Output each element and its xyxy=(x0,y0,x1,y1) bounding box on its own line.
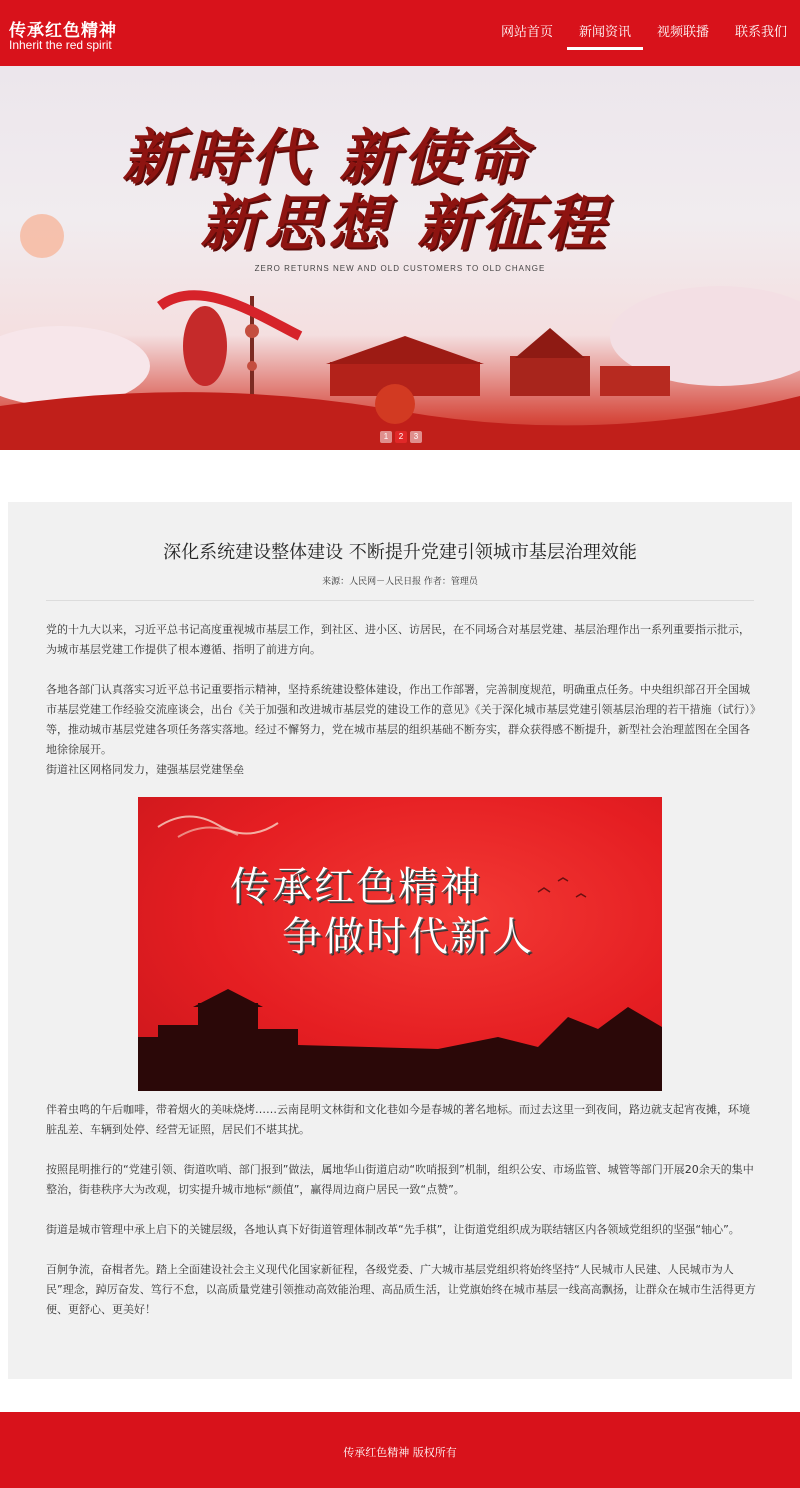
article-panel xyxy=(8,502,792,1379)
article-paragraph: 党的十九大以来，习近平总书记高度重视城市基层工作，到社区、进小区、访居民，在不同场合对基层党建、基层治理作出一系列重要指示批示，为城市基层党建工作提供了根本遵循、指明了前进方向。 xyxy=(46,623,750,656)
slide-dot-3[interactable]: 3 xyxy=(410,431,422,443)
article-paragraph: 各地各部门认真落实习近平总书记重要指示精神，坚持系统建设整体建设，作出工作部署，完善制度规范，明确重点任务。中央组织部召开全国城市基层党建工作经验交流座谈会，出台《关于加强和改进城市基层党的建设工作的意见》《关于深化城市基层党建引领基层治理的若干措施（试行）》等，推动城市基层党建各项任务落实落地。经过不懈努力，党在城市基层的组织基础不断夯实，群众获得感不断提升，新型社会治理蓝图在全国各地徐徐展开。 xyxy=(46,683,756,756)
article-image xyxy=(138,797,662,1091)
nav-video[interactable]: 视频联播 xyxy=(656,25,709,40)
article-title: 深化系统建设整体建设 不断提升党建引领城市基层治理效能 xyxy=(163,542,637,563)
nav-home[interactable]: 网站首页 xyxy=(500,25,553,40)
article-paragraph: 街道是城市管理中承上启下的关键层级，各地认真下好街道管理体制改革“先手棋”，让街道党组织成为联结辖区内各领域党组织的坚强“轴心”。 xyxy=(46,1223,740,1236)
copyright-text: 传承红色精神 版权所有 xyxy=(343,1446,457,1459)
site-footer xyxy=(0,1412,800,1488)
site-header xyxy=(0,0,800,66)
image-caption-2: 争做时代新人 xyxy=(282,914,534,960)
image-caption-1: 传承红色精神 xyxy=(230,864,482,910)
article-meta: 来源：人民网－人民日报 作者：管理员 xyxy=(322,577,478,587)
banner-headline-2: 新思想 新征程 xyxy=(200,189,609,259)
article-subheading: 街道社区网格同发力，建强基层党建堡垒 xyxy=(46,763,244,776)
divider xyxy=(46,600,754,601)
site-subtitle: Inherit the red spirit xyxy=(9,38,112,52)
hero-banner[interactable] xyxy=(0,66,800,450)
slide-dot-2[interactable]: 2 xyxy=(395,431,407,443)
slide-dot-1[interactable]: 1 xyxy=(380,431,392,443)
article-paragraph: 伴着虫鸣的午后咖啡，带着烟火的美味烧烤……云南昆明文林街和文化巷如今是春城的著名地标。而过去这里一到夜间，路边就支起宵夜摊，环境脏乱差、车辆到处停、经营无证照，居民们不堪其扰。 xyxy=(46,1103,750,1136)
banner-headline-1: 新時代 新使命 xyxy=(122,123,531,193)
article-paragraph: 按照昆明推行的“党建引领、街道吹哨、部门报到”做法，属地华山街道启动“吹哨报到”机制，组织公安、市场监管、城管等部门开展20余天的集中整治，街巷秩序大为改观，切实提升城市地标“颜值”，赢得周边商户居民一致“点赞”。 xyxy=(46,1163,754,1196)
site-title[interactable]: 传承红色精神 xyxy=(9,21,117,41)
article-paragraph: 百舸争流，奋楫者先。踏上全面建设社会主义现代化国家新征程，各级党委、广大城市基层党组织将始终坚持“人民城市人民建、人民城市为人民”理念，踔厉奋发、笃行不怠，以高质量党建引领推动高效能治理、高品质生活，让党旗始终在城市基层一线高高飘扬，让群众在城市生活得更方便、更舒心、更美好！ xyxy=(46,1263,756,1316)
main-nav xyxy=(488,0,800,66)
nav-contact[interactable]: 联系我们 xyxy=(734,25,787,40)
slider-pagination xyxy=(380,431,422,443)
nav-news[interactable]: 新闻资讯 xyxy=(579,0,631,66)
banner-english-caption: ZERO RETURNS NEW AND OLD CUSTOMERS TO OLD CHANGE xyxy=(254,264,546,273)
